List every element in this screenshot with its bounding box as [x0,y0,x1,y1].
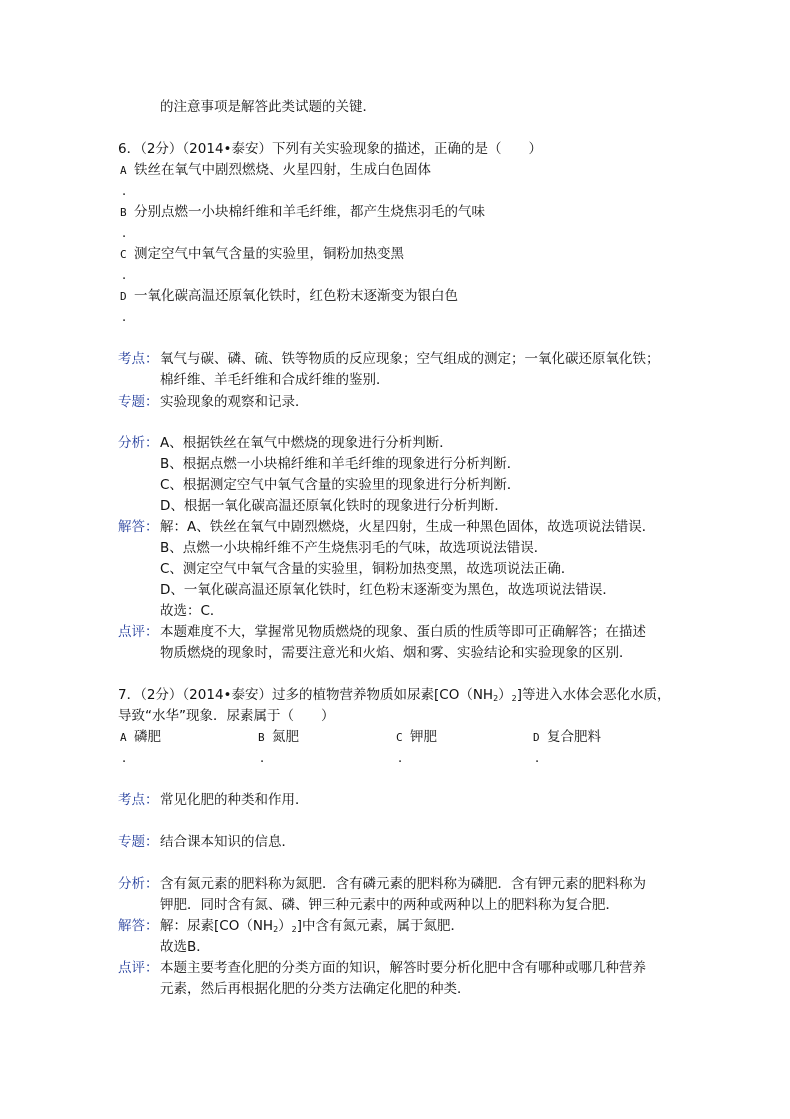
q6-fenxi-line: C、根据测定空气中氧气含量的实验里的现象进行分析判断． [160,477,521,493]
subscript: 2 [493,694,499,703]
q7-option-d [533,727,601,748]
option-text: 一氧化碳高温还原氧化铁时，红色粉末逐渐变为银白色 [134,288,458,304]
subscript: 2 [291,925,297,934]
q6-fenxi-line: A、根据铁丝在氧气中燃烧的现象进行分析判断． [160,435,453,451]
jieda-part: 解：尿素[CO（NH [160,918,274,934]
option-text: 复合肥料 [547,729,601,745]
q6-option-a [120,160,431,181]
q6-kaodian-line: 氧气与碳、磷、硫、铁等物质的反应现象；空气组成的测定；一氧化碳还原氧化铁； [160,351,660,367]
q6-dianping-label: 点评： [118,624,159,640]
q7-option-a [120,727,161,748]
subscript: 2 [511,694,517,703]
q6-zhuanti-label: 专题： [118,394,159,410]
option-letter: A [120,731,127,744]
q6-dianping-line: 本题难度不大，掌握常见物质燃烧的现象、蛋白质的性质等即可正确解答；在描述 [160,624,646,640]
q7-dianping-label: 点评： [118,960,159,976]
jieda-part: ） [278,918,292,934]
option-dot: . [122,184,127,199]
q7-kaodian-label: 考点： [118,792,159,808]
question-6-stem: 6．（2分）（2014•泰安）下列有关实验现象的描述，正确的是（ ） [118,141,542,157]
q6-jieda-line: 解：A、铁丝在氧气中剧烈燃烧，火星四射，生成一种黑色固体，故选项说法错误． [160,519,656,535]
stem-part: ]等进入水体会恶化水质， [516,687,671,703]
subscript: 2 [273,925,279,934]
option-letter: B [120,206,127,219]
q6-option-c [120,244,404,265]
option-dot: . [122,268,127,283]
option-letter: B [258,731,265,744]
q6-fenxi-line: B、根据点燃一小块棉纤维和羊毛纤维的现象进行分析判断． [160,456,521,472]
option-dot: . [122,226,127,241]
stem-part: 7．（2分）（2014•泰安）过多的植物营养物质如尿素[CO（NH [118,687,494,703]
q7-option-b [258,727,299,748]
stem-part: ） [498,687,512,703]
option-dot: . [122,310,127,325]
option-text: 钾肥 [410,729,437,745]
q7-jieda-line: 故选B． [160,939,210,955]
option-dot: . [122,751,127,766]
option-text: 分别点燃一小块棉纤维和羊毛纤维，都产生烧焦羽毛的气味 [134,204,485,220]
q7-option-c [396,727,437,748]
q6-jieda-line: B、点燃一小块棉纤维不产生烧焦羽毛的气味，故选项说法错误． [160,540,548,556]
option-text: 氮肥 [272,729,299,745]
q6-jieda-line: C、测定空气中氧气含量的实验里，铜粉加热变黑，故选项说法正确． [160,561,575,577]
q6-jieda-line: 故选：C． [160,603,224,619]
option-dot: . [535,751,540,766]
q6-fenxi-line: D、根据一氧化碳高温还原氧化铁时的现象进行分析判断． [160,498,508,514]
q7-dianping-line: 本题主要考查化肥的分类方面的知识，解答时要分析化肥中含有哪种或哪几种营养 [160,960,646,976]
q7-dianping-line: 元素，然后再根据化肥的分类方法确定化肥的种类． [160,981,471,997]
q6-kaodian-line: 棉纤维、羊毛纤维和合成纤维的鉴别． [160,372,390,388]
option-letter: D [120,290,127,303]
q7-fenxi-label: 分析： [118,876,159,892]
option-text: 磷肥 [134,729,161,745]
option-letter: C [120,248,127,261]
previous-answer-tail: 的注意事项是解答此类试题的关键． [160,99,376,115]
q6-jieda-label: 解答： [118,519,159,535]
q6-option-d [120,286,458,307]
option-dot: . [260,751,265,766]
q7-zhuanti: 结合课本知识的信息． [160,834,295,850]
q7-kaodian: 常见化肥的种类和作用． [160,792,309,808]
q7-jieda-label: 解答： [118,918,159,934]
q6-zhuanti: 实验现象的观察和记录． [160,394,309,410]
jieda-part: ]中含有氮元素，属于氮肥． [296,918,465,934]
q6-option-b [120,202,485,223]
option-dot: . [398,751,403,766]
q6-fenxi-label: 分析： [118,435,159,451]
option-letter: A [120,164,127,177]
q7-fenxi-line: 钾肥．同时含有氮、磷、钾三种元素中的两种或两种以上的肥料称为复合肥． [160,897,619,913]
q6-dianping-line: 物质燃烧的现象时，需要注意光和火焰、烟和雾、实验结论和实验现象的区别． [160,645,633,661]
option-letter: C [396,731,403,744]
q6-jieda-line: D、一氧化碳高温还原氧化铁时，红色粉末逐渐变为黑色，故选项说法错误． [160,582,616,598]
q7-fenxi-line: 含有氮元素的肥料称为氮肥．含有磷元素的肥料称为磷肥．含有钾元素的肥料称为 [160,876,646,892]
option-text: 测定空气中氧气含量的实验里，铜粉加热变黑 [134,246,404,262]
q7-zhuanti-label: 专题： [118,834,159,850]
option-letter: D [533,731,540,744]
question-7-stem-line2: 导致“水华”现象．尿素属于（ ） [118,708,335,724]
option-text: 铁丝在氧气中剧烈燃烧、火星四射，生成白色固体 [134,162,431,178]
q6-kaodian-label: 考点： [118,351,159,367]
